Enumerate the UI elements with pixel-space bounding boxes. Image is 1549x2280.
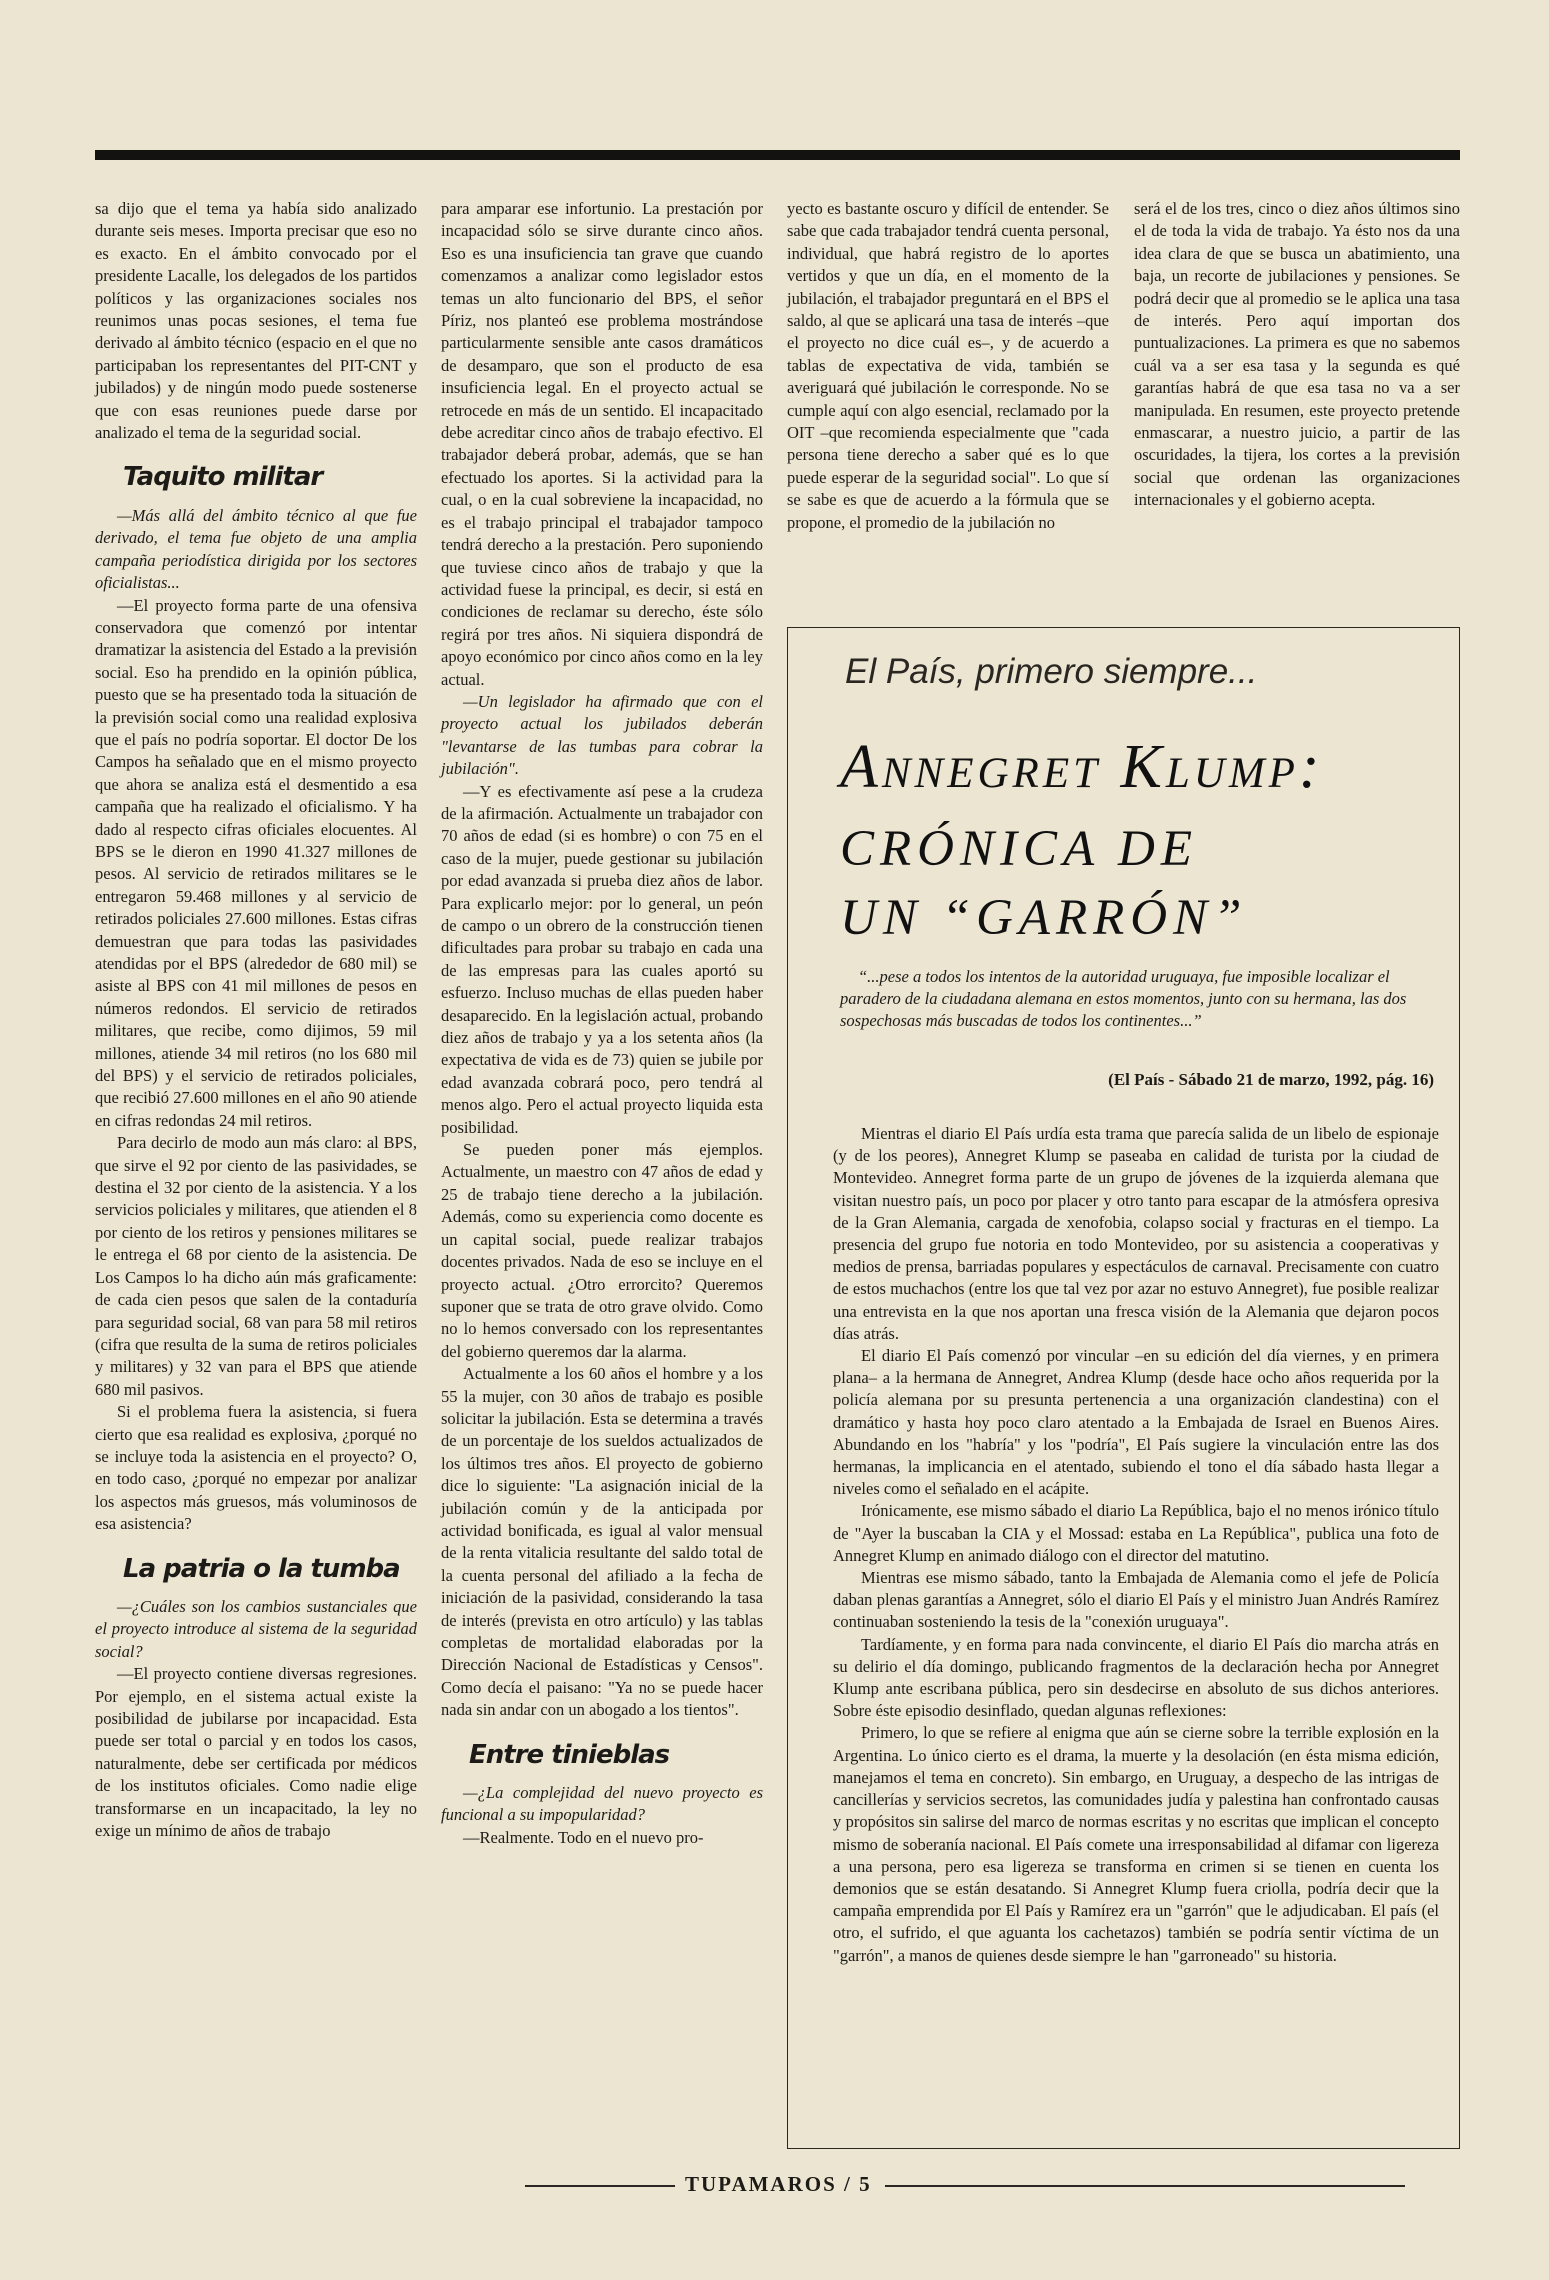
question: —¿La complejidad del nuevo proyecto es funcional a su impopularidad? [441,1783,763,1825]
paragraph: —El proyecto contiene diversas regresiones. Por ejemplo, en el sistema actual existe la posibilidad de jubilarse por incapacidad. Esta puede ser total o parcial y en todos los casos, naturalmente, debe ser certificada por médicos de los institutos oficiales. Como nadie elige transformarse en un incapacitado, la ley no exige un mínimo de años de trabajo [95,1664,417,1841]
paragraph: sa dijo que el tema ya había sido analizado durante seis meses. Importa precisar que eso no es exacto. En el ámbito convocado por el presidente Lacalle, los delegados de los partidos políticos y las organizaciones sociales nos reunimos unas pocas sesiones, el tema fue derivado al ámbito técnico (espacio en el que no participaban los representantes del PIT-CNT y jubilados) y de ningún modo puede sostenerse que con esas reuniones puede darse por analizado el tema de la seguridad social. [95,199,417,443]
paragraph: Mientras el diario El País urdía esta trama que parecía salida de un libelo de espionaje (y de los peores), Annegret Klump se paseaba en calidad de turista por la ciudad de Montevideo. Annegret forma parte de un grupo de jóvenes de la izquierda alemana que visitan nuestro país, un poco por placer y otro tanto para escapar de la atmósfera opresiva de la Gran Alemania, cargada de xenofobia, colapso social y fracturas en el tiempo. La presencia del grupo fue notoria en todo Montevideo, por su asistencia a cooperativas y medios de prensa, barriadas populares y espectáculos de carnaval. Precisamente con cuatro de estos muchachos (entre los que tal vez por azar no estuvo Annegret), fue posible realizar una entrevista en la que nos aportan una fresca visión de la Alemania que dejaron pocos días atrás. [833,1124,1439,1343]
box-kicker: El País, primero siempre... [845,652,1258,691]
question: —¿Cuáles son los cambios sustanciales que el proyecto introduce al sistema de la seguridad social? [95,1596,417,1661]
headline [840,733,1440,946]
paragraph: será el de los tres, cinco o diez años últimos sino el de toda la vida de trabajo. Ya ésto nos da una idea clara de que se busca un abatimiento, una baja, un recorte de jubilaciones y pensiones. Se podrá decir que al promedio se le aplica una tasa de interés. Pero aquí importan dos puntualizaciones. La primera es que no sabemos cuál va a ser esa tasa y la segunda es qué garantías habrá de que esa tasa no va a ser manipulada. En resumen, este proyecto pretende enmascarar, a nuestro juicio, a partir de las oscuridades, la tijera, los cortes a la previsión social que ordenan las organizaciones internacionales y el gobierno acepta. [1134,199,1460,510]
paragraph: Actualmente a los 60 años el hombre y a los 55 la mujer, con 30 años de trabajo es posible solicitar la jubilación. Esta se determina a través de un porcentaje de los sueldos actualizados de los últimos tres años. El proyecto de gobierno dice lo siguiente: "La asignación inicial de la jubilación común y de la anticipada por actividad bonificada, es igual al valor mensual de la renta vitalicia resultante del saldo total de la cuenta personal del afiliado a la fecha de iniciación de la pasividad, considerando la tasa de interés (prevista en otro artículo) y las tablas completas de mortalidad elaboradas por la Dirección Nacional de Estadísticas y Censos". Como decía el paisano: "Ya no se puede hacer nada sin andar con un abogado a los tientos". [441,1364,763,1720]
paragraph: —El proyecto forma parte de una ofensiva conservadora que comenzó por intentar dramatizar la asistencia del Estado a la previsión social. Eso ha prendido en la opinión pública, puesto que se ha presentado toda la situación de la previsión social como una realidad explosiva que el país no podría soportar. El doctor De los Campos ha señalado que en el mismo proyecto que ahora se analiza está el desmentido a esa campaña que ha realizado el oficialismo. Y ha dado al respecto cifras oficiales elocuentes. Al BPS se le dieron en 1990 41.327 millones de pesos. Al servicio de retirados militares se le entregaron 59.468 millones y al servicio de retirados policiales 27.600 millones. Estas cifras demuestran que para todas las pasividades atendidas por el BPS (alrededor de 680 mil) se asiste al BPS con 41 mil millones de pesos en números redondos. El servicio de retirados militares, que recibe, como dijimos, 59 mil millones, atiende 34 mil retiros (no los 680 mil del BPS) y el servicio de retirados policiales, que recibió 27.600 millones en el año 90 atiende en cifras redondas 24 mil retiros. [95,595,417,1130]
paragraph: Tardíamente, y en forma para nada convincente, el diario El País dio marcha atrás en su delirio el día domingo, publicando fragmentos de la declaración hecha por Annegret Klump ante escribana pública, pero sin desdecirse en absoluto de sus dichos anteriores. Sobre éste episodio desinflado, quedan algunas reflexiones: [833,1634,1439,1721]
paragraph: Primero, lo que se refiere al enigma que aún se cierne sobre la terrible explosión en la Argentina. Lo único cierto es el drama, la muerte y la desolación (en ésta misma edición, manejamos el tema en concreto). Sin embargo, en Uruguay, a despecho de las intrigas de cancillerías y servicios secretos, las comunidades judía y palestina han confrontado causas y propósitos sin salirse del marco de normas escritas y no escritas que implican el concepto mismo de soberanía nacional. El País comete una irresponsabilidad al difamar con ligereza a una persona, pero esa ligereza se transforma en crimen si se tienen en cuenta los demonios que se están desatando. Si Annegret Klump fuera criolla, podría decir que la campaña emprendida por El País y Ramírez era un "garrón" que le adjudicaban. El país (el otro, el sufrido, el que aguanta los cachetazos) también se podría sentir víctima de un "garrón", a manos de quienes desde siempre le han "garroneado" su historia. [833,1723,1439,1965]
quote-source: (El País - Sábado 21 de marzo, 1992, pág. 16) [1108,1070,1434,1089]
epigraph-quote: “...pese a todos los intentos de la autoridad uruguaya, fue imposible localizar el paradero de la ciudadana alemana en estos momentos, junto con su hermana, las dos sospechosas más buscadas de todos los continentes...” [840,967,1407,1030]
question: —Un legislador ha afirmado que con el proyecto actual los jubilados deberán "levantarse de las tumbas para cobrar la jubilación". [441,691,763,779]
paragraph: Mientras ese mismo sábado, tanto la Embajada de Alemania como el jefe de Policía daban plenas garantías a Annegret, sólo el diario El País y el ministro Juan Andrés Ramírez continuaban sosteniendo la tesis de la "conexión uruguaya". [833,1568,1439,1632]
subhead-la-patria-o-la-tumba: La patria o la tumba [123,1553,400,1584]
footer-label: TUPAMAROS / 5 [685,2172,872,2196]
paragraph: Se pueden poner más ejemplos. Actualmente, un maestro con 47 años de edad y 25 de trabajo tiene derecho a la jubilación. Además, como su experiencia como docente es un capital social, puede realizar trabajos docentes privados. Nada de eso se incluye en el proyecto actual. ¿Otro errorcito? Queremos suponer que se trata de otro grave olvido. Como no lo hemos conversado con los representantes del gobierno queremos dar la alarma. [441,1140,763,1361]
paragraph: Para decirlo de modo aun más claro: al BPS, que sirve el 92 por ciento de las pasividades, se destina el 32 por ciento de la asistencia. Y a los servicios policiales y militares, que atienden el 8 por ciento de los retiros y pensiones militares se le entrega el 68 por ciento de la asistencia. De Los Campos lo ha dicho aún más graficamente: de cada cien pesos que salen de la contaduría para seguridad social, 68 van para 58 mil retiros (cifra que resulta de la suma de retiros policiales y militares) y 32 van para el BPS que atiende 680 mil pasivos. [95,1133,417,1399]
headline-line-1: Annegret Klump: [840,733,1324,801]
top-rule [95,150,1460,160]
paragraph: para amparar ese infortunio. La prestación por incapacidad sólo se sirve durante cinco años. Eso es una insuficiencia tan grave que cuando comenzamos a analizar como legislador estos temas un alto funcionario del BPS, el señor Píriz, nos planteó ese problema mostrándose particularmente sensible ante casos dramáticos de desamparo, que son el producto de esa insuficiencia legal. En el proyecto actual se retrocede en más de un sentido. El incapacitado debe acreditar cinco años de trabajo efectivo. El trabajador deberá probar, además, que se han efectuado los aportes. Si la actividad para la cual, o en la cual sobreviene la incapacidad, no es el trabajo principal el trabajador tampoco tendrá derecho a la prestación. Pero suponiendo que tuviese cinco años de trabajo y que la actividad fuese la principal, es decir, si está en condiciones de reclamar su derecho, éste sólo regirá por tres años. Ni siquiera dispondrá de apoyo económico por cinco años como en la ley actual. [441,199,763,689]
box-story [833,1123,1439,1967]
headline-line-2: CRÓNICA DE [840,821,1198,877]
subhead-taquito-militar: Taquito militar [123,462,323,493]
headline-line-3: UN “GARRÓN” [840,890,1248,946]
question: —Más allá del ámbito técnico al que fue derivado, el tema fue objeto de una amplia campaña periodística dirigida por los sectores oficialistas... [95,505,417,593]
footer-rule [885,2185,1405,2187]
paragraph: yecto es bastante oscuro y difícil de entender. Se sabe que cada trabajador tendrá cuenta personal, individual, que habrá registro de lo aportes vertidos y que un día, en el momento de la jubilación, el trabajador preguntará en el BPS el saldo, al que se aplicará una tasa de interés –que el proyecto no dice cuál es–, y de acuerdo a tablas de expectativa de vida, también se averiguará qué jubilación le corresponde. No se cumple aquí con algo esencial, reclamado por la OIT –que recomienda especialmente que "cada persona tiene derecho a saber qué es lo que puede esperar de la seguridad social". Lo que sí se sabe es que de acuerdo a la fórmula que se propone, el promedio de la jubilación no [787,199,1109,532]
page-footer [525,2170,1465,2200]
paragraph: —Y es efectivamente así pese a la crudeza de la afirmación. Actualmente un trabajador con 70 años de edad (si es hombre) o con 75 en el caso de la mujer, puede gestionar su jubilación por edad avanzada si prueba diez años de labor. Para explicarlo mejor: por lo general, un peón de campo o un obrero de la construcción tienen dificultades para probar su trabajo en cada una de las empresas para las cuales aportó su esfuerzo. Incluso muchas de ellas pueden haber desaparecido. En la legislación actual, probando diez años de trabajo y ya a los setenta años (la expectativa de vida es de 73) quien se jubile por edad avanzada cobrará poco, pero tendrá al menos algo. Pero el actual proyecto liquida esta posibilidad. [441,781,763,1137]
column-2 [441,198,763,1849]
paragraph: El diario El País comenzó por vincular –en su edición del día viernes, y en primera plana– a la hermana de Annegret, Andrea Klump (desde hace ocho años requerida por la policía alemana por su presunta pertenencia a una organización clandestina) con el dramático y hasta hoy poco claro atentado a la Embajada de Israel en Buenos Aires. Abundando en los "habría" y los "podría", El País sugiere la vinculación entre las dos hermanas, la implicancia en el atentado, subiendo el tono el día sábado hasta llegar a niveles como el señalado en el acápite. [833,1346,1439,1499]
paragraph: Si el problema fuera la asistencia, si fuera cierto que esa realidad es explosiva, ¿porqué no se incluye toda la asistencia en el proyecto? O, en todo caso, ¿porqué no empezar por analizar los aspectos más gruesos, más voluminosos de esa asistencia? [95,1402,417,1534]
paragraph: Irónicamente, ese mismo sábado el diario La República, bajo el no menos irónico título de "Ayer la buscaban la CIA y el Mossad: estaba en La República", publica una foto de Annegret Klump en animado diálogo con el director del matutino. [833,1501,1439,1565]
column-4 [1134,198,1460,512]
sidebar-box-annegret-klump [787,627,1460,2149]
column-1 [95,198,417,1842]
column-3 [787,198,1109,534]
paragraph: —Realmente. Todo en el nuevo pro- [463,1827,704,1847]
footer-rule [525,2185,675,2187]
subhead-entre-tinieblas: Entre tinieblas [469,1739,670,1770]
